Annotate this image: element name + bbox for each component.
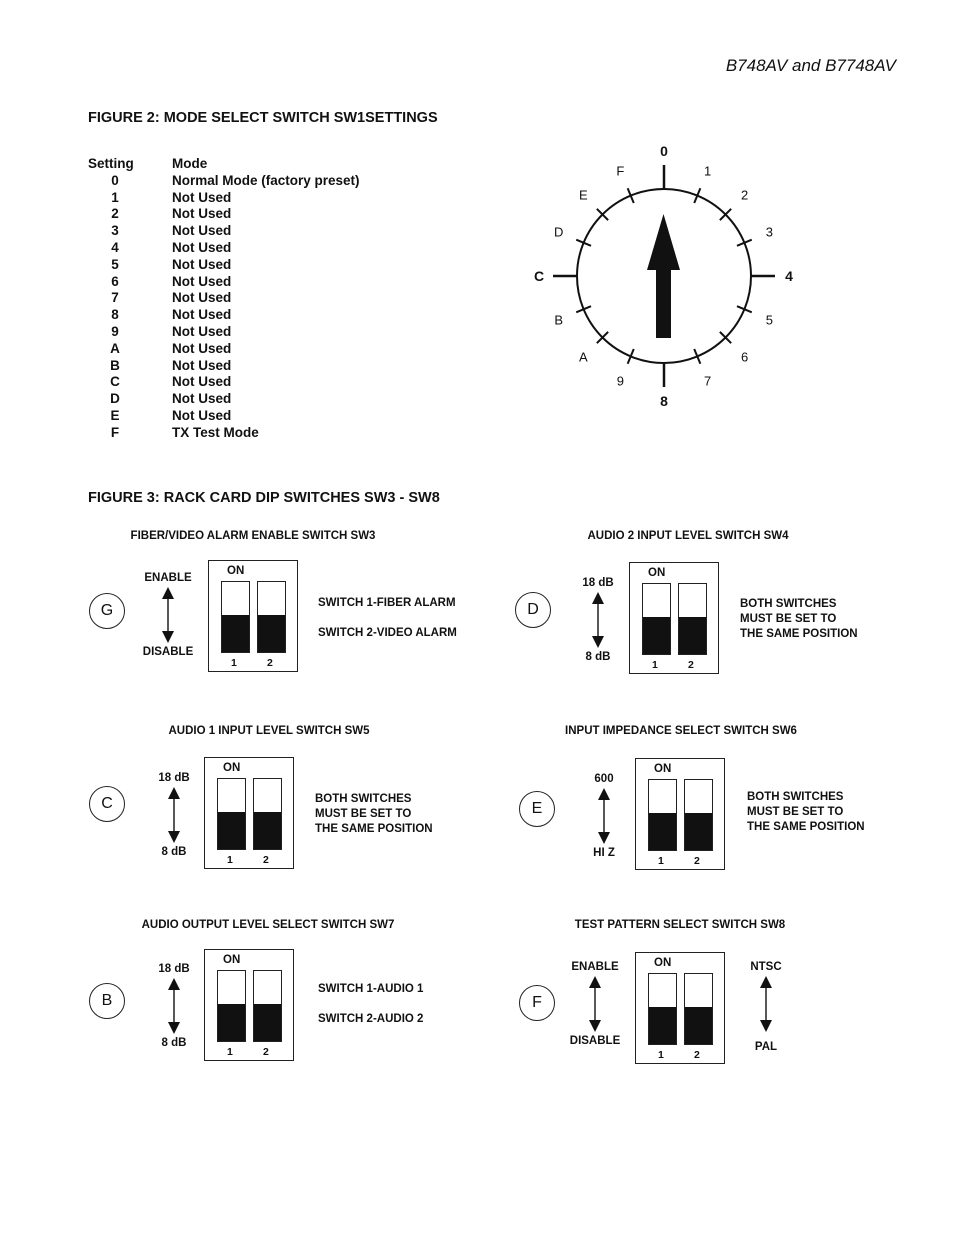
- position-letter-circle: E: [519, 791, 555, 827]
- switch-description: [740, 597, 858, 642]
- description-line: MUST BE SET TO: [315, 808, 412, 820]
- setting-value: 5: [111, 256, 119, 272]
- on-label: ON: [223, 954, 241, 966]
- table-row: [88, 374, 360, 391]
- dial-label-F: F: [616, 163, 625, 179]
- table-row: [88, 391, 360, 408]
- switch-number: 2: [263, 854, 269, 866]
- dip-switch-knob: [218, 1004, 245, 1041]
- figure2-title: FIGURE 2: MODE SELECT SWITCH SW1SETTINGS: [88, 110, 438, 126]
- double-arrow-icon: [167, 787, 181, 843]
- setting-value: 7: [111, 290, 119, 306]
- mode-value: Not Used: [172, 307, 232, 323]
- dip-switch-box: [629, 562, 719, 674]
- dip-switch-2: [678, 583, 707, 655]
- table-row: [88, 425, 360, 442]
- on-label: ON: [227, 565, 245, 577]
- level-bottom-label: 8 dB: [585, 651, 611, 663]
- switch-number: 1: [652, 659, 658, 671]
- switch-number: 2: [263, 1046, 269, 1058]
- dip-switch-box: [635, 952, 725, 1064]
- mode-value: Normal Mode (factory preset): [172, 172, 360, 188]
- dip-switch-knob: [649, 813, 676, 850]
- dip-switch-knob: [258, 615, 285, 652]
- dip-switch-knob: [222, 615, 249, 652]
- dip-switch-box: [204, 757, 294, 869]
- table-header: [88, 156, 360, 173]
- mode-value: Not Used: [172, 374, 232, 390]
- table-row: [88, 307, 360, 324]
- description-line: SWITCH 2-VIDEO ALARM: [318, 627, 457, 639]
- description-line: SWITCH 1-AUDIO 1: [318, 983, 424, 995]
- setting-value: D: [110, 391, 120, 407]
- mode-value: Not Used: [172, 340, 232, 356]
- level-bottom-label: DISABLE: [142, 646, 194, 658]
- setting-value: 3: [111, 223, 119, 239]
- level-top-label: 18 dB: [582, 577, 614, 589]
- description-line: THE SAME POSITION: [315, 823, 433, 835]
- dip-switch-2: [684, 779, 713, 851]
- mode-value: Not Used: [172, 391, 232, 407]
- panel-title: INPUT IMPEDANCE SELECT SWITCH SW6: [565, 725, 797, 737]
- dial-label-0: 0: [660, 143, 668, 159]
- dial-label-8: 8: [660, 393, 668, 409]
- description-line: [318, 611, 457, 626]
- level-bottom-label: 8 dB: [161, 846, 187, 858]
- dip-switch-2: [684, 973, 713, 1045]
- mode-value: Not Used: [172, 357, 232, 373]
- description-line: THE SAME POSITION: [747, 821, 865, 833]
- switch-number: 2: [688, 659, 694, 671]
- description-line: BOTH SWITCHES: [747, 791, 844, 803]
- on-label: ON: [654, 957, 672, 969]
- level-bottom-label: 8 dB: [161, 1037, 187, 1049]
- dial-arrow-head: [647, 214, 680, 270]
- dip-switch-1: [648, 973, 677, 1045]
- format-top-label: NTSC: [750, 961, 782, 973]
- dial-label-D: D: [553, 224, 564, 240]
- mode-value: Not Used: [172, 290, 232, 306]
- dip-switch-2: [253, 970, 282, 1042]
- mode-value: Not Used: [172, 407, 232, 423]
- position-letter-circle: B: [89, 983, 125, 1019]
- dial-label-E: E: [579, 187, 588, 203]
- table-row: [88, 274, 360, 291]
- switch-description: [747, 790, 865, 835]
- rotary-switch-dial: [500, 130, 830, 420]
- description-line: BOTH SWITCHES: [315, 793, 412, 805]
- mode-value: Not Used: [172, 206, 232, 222]
- dip-switch-box: [204, 949, 294, 1061]
- setting-value: B: [110, 357, 120, 373]
- double-arrow-icon: [597, 788, 611, 844]
- switch-number: 2: [694, 855, 700, 867]
- table-row: [88, 290, 360, 307]
- setting-value: F: [110, 424, 120, 440]
- position-letter-circle: C: [89, 786, 125, 822]
- dip-switch-knob: [643, 617, 670, 654]
- dial-label-1: 1: [704, 163, 712, 179]
- setting-value: 8: [111, 307, 119, 323]
- double-arrow-icon: [591, 592, 605, 648]
- table-row: [88, 341, 360, 358]
- dip-switch-1: [648, 779, 677, 851]
- level-bottom-label: HI Z: [593, 847, 615, 859]
- mode-value: TX Test Mode: [172, 424, 259, 440]
- description-line: [318, 997, 423, 1012]
- dial-label-3: 3: [765, 224, 773, 240]
- table-row: [88, 358, 360, 375]
- setting-value: A: [110, 340, 120, 356]
- level-top-label: 18 dB: [158, 963, 190, 975]
- panel-title: AUDIO 2 INPUT LEVEL SWITCH SW4: [587, 530, 789, 542]
- switch-number: 2: [267, 657, 273, 669]
- dial-label-7: 7: [704, 373, 712, 389]
- position-letter-circle: G: [89, 593, 125, 629]
- setting-value: 1: [111, 189, 119, 205]
- mode-value: Not Used: [172, 223, 232, 239]
- setting-value: 4: [111, 239, 119, 255]
- table-row: [88, 173, 360, 190]
- panel-title: FIBER/VIDEO ALARM ENABLE SWITCH SW3: [130, 530, 376, 542]
- panel-title: AUDIO OUTPUT LEVEL SELECT SWITCH SW7: [141, 919, 395, 931]
- description-line: SWITCH 1-FIBER ALARM: [318, 597, 456, 609]
- on-label: ON: [654, 763, 672, 775]
- mode-value: Not Used: [172, 273, 232, 289]
- description-line: SWITCH 2-AUDIO 2: [318, 1013, 424, 1025]
- dial-label-4: 4: [785, 268, 793, 284]
- dial-label-B: B: [554, 312, 564, 328]
- dip-switch-knob: [254, 1004, 281, 1041]
- setting-value: 9: [111, 323, 119, 339]
- table-row: [88, 223, 360, 240]
- dip-switch-knob: [685, 813, 712, 850]
- dip-switch-1: [221, 581, 250, 653]
- panel-title: TEST PATTERN SELECT SWITCH SW8: [574, 919, 786, 931]
- switch-number: 1: [227, 854, 233, 866]
- dip-switch-2: [257, 581, 286, 653]
- figure3-title: FIGURE 3: RACK CARD DIP SWITCHES SW3 - SW8: [88, 490, 440, 506]
- switch-number: 1: [231, 657, 237, 669]
- dip-switch-knob: [254, 812, 281, 849]
- double-arrow-icon: [167, 978, 181, 1034]
- switch-number: 1: [658, 1049, 664, 1061]
- description-line: MUST BE SET TO: [747, 806, 844, 818]
- mode-value: Not Used: [172, 323, 232, 339]
- dip-switch-knob: [649, 1007, 676, 1044]
- double-arrow-icon: [759, 976, 773, 1032]
- setting-column-header: Setting: [88, 156, 134, 171]
- description-line: MUST BE SET TO: [740, 613, 837, 625]
- dip-switch-box: [208, 560, 298, 672]
- switch-number: 1: [227, 1046, 233, 1058]
- on-label: ON: [223, 762, 241, 774]
- position-letter-circle: D: [515, 592, 551, 628]
- dip-switch-1: [217, 778, 246, 850]
- dip-switch-knob: [218, 812, 245, 849]
- mode-settings-table: [88, 156, 360, 442]
- setting-value: 2: [111, 206, 119, 222]
- double-arrow-icon: [161, 587, 175, 643]
- table-row: [88, 240, 360, 257]
- table-row: [88, 408, 360, 425]
- panel-title: AUDIO 1 INPUT LEVEL SWITCH SW5: [168, 725, 370, 737]
- table-row: [88, 324, 360, 341]
- setting-value: 6: [111, 273, 119, 289]
- switch-number: 1: [658, 855, 664, 867]
- dial-label-C: C: [533, 268, 545, 284]
- dip-switch-knob: [679, 617, 706, 654]
- on-label: ON: [648, 567, 666, 579]
- dial-label-5: 5: [765, 312, 773, 328]
- switch-description: [315, 792, 433, 837]
- setting-value: C: [110, 374, 120, 390]
- level-top-label: ENABLE: [571, 961, 619, 973]
- dip-switch-2: [253, 778, 282, 850]
- level-top-label: 18 dB: [158, 772, 190, 784]
- mode-value: Not Used: [172, 189, 232, 205]
- switch-number: 2: [694, 1049, 700, 1061]
- dip-switch-1: [642, 583, 671, 655]
- mode-column-header: Mode: [172, 156, 208, 171]
- table-row: [88, 190, 360, 207]
- position-letter-circle: F: [519, 985, 555, 1021]
- table-row: [88, 206, 360, 223]
- mode-value: Not Used: [172, 239, 232, 255]
- mode-value: Not Used: [172, 256, 232, 272]
- table-row: [88, 257, 360, 274]
- description-line: BOTH SWITCHES: [740, 598, 837, 610]
- switch-description: [318, 982, 423, 1027]
- dial-label-9: 9: [616, 373, 624, 389]
- setting-value: 0: [111, 172, 119, 188]
- dial-label-A: A: [579, 349, 588, 365]
- format-bottom-label: PAL: [754, 1041, 778, 1053]
- dip-switch-1: [217, 970, 246, 1042]
- dip-switch-knob: [685, 1007, 712, 1044]
- level-bottom-label: DISABLE: [569, 1035, 621, 1047]
- setting-value: E: [110, 407, 120, 423]
- switch-description: [318, 596, 457, 641]
- level-top-label: 600: [594, 773, 614, 785]
- double-arrow-icon: [588, 976, 602, 1032]
- level-top-label: ENABLE: [144, 572, 192, 584]
- dial-label-2: 2: [740, 187, 749, 203]
- document-title: B748AV and B7748AV: [725, 56, 896, 75]
- dial-label-6: 6: [740, 349, 749, 365]
- dip-switch-box: [635, 758, 725, 870]
- description-line: THE SAME POSITION: [740, 628, 858, 640]
